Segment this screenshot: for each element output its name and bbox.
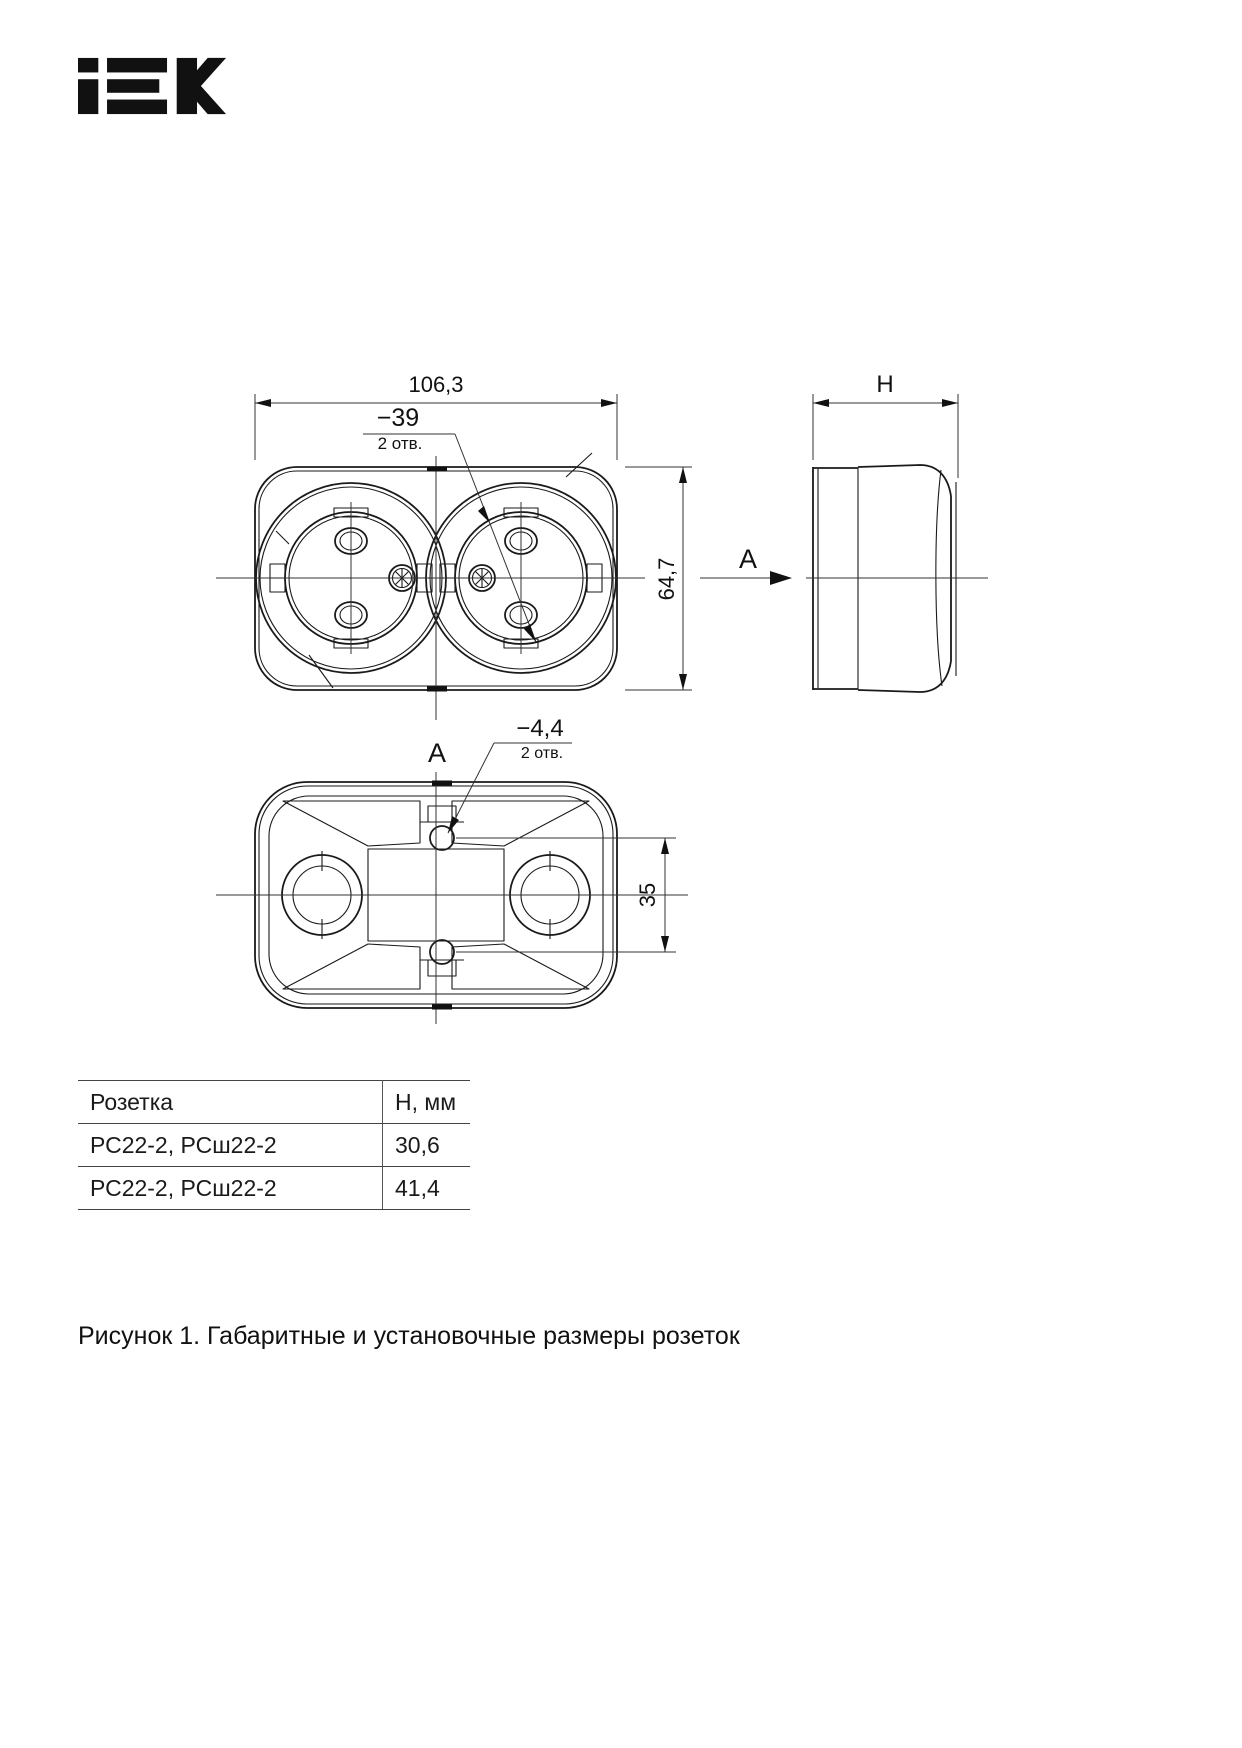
table-row [78, 1167, 470, 1210]
side-view-dimensions [813, 371, 958, 478]
mount-hole-count-label: 2 отв. [520, 745, 564, 762]
view-a-label: A [427, 738, 447, 768]
table-cell-socket: РС22-2, РСш22-2 [78, 1167, 383, 1210]
bottom-view [216, 772, 688, 1024]
table-row [78, 1124, 470, 1167]
dimensional-drawing [0, 330, 1242, 1030]
table-header-h: Н, мм [383, 1081, 471, 1124]
dim-height-label: 64,7 [654, 557, 679, 601]
section-arrow-a [700, 544, 792, 585]
bottom-view-dimensions [448, 715, 676, 952]
figure-caption: Рисунок 1. Габаритные и установочные размеры розеток [78, 1322, 740, 1350]
dim-h-label: H [876, 371, 894, 398]
mount-hole-bottom [420, 940, 464, 976]
section-label-a: A [738, 544, 758, 574]
table-cell-h: 41,4 [383, 1167, 471, 1210]
table-cell-h: 30,6 [383, 1124, 471, 1167]
iek-logo [78, 57, 228, 115]
iek-logo-text [0, 0, 1, 1]
socket-hole-dia-label: −39 [376, 404, 420, 432]
spec-table [78, 1080, 470, 1210]
mount-hole-dia-label: −4,4 [516, 715, 564, 742]
table-cell-socket: РС22-2, РСш22-2 [78, 1124, 383, 1167]
side-view [806, 465, 988, 692]
table-header-row [78, 1081, 470, 1124]
front-view [216, 453, 645, 720]
dim-width-label: 106,3 [408, 372, 464, 397]
mount-hole-spacing-label: 35 [635, 882, 660, 908]
socket-hole-count-label: 2 отв. [377, 434, 423, 453]
table-header-socket: Розетка [78, 1081, 383, 1124]
